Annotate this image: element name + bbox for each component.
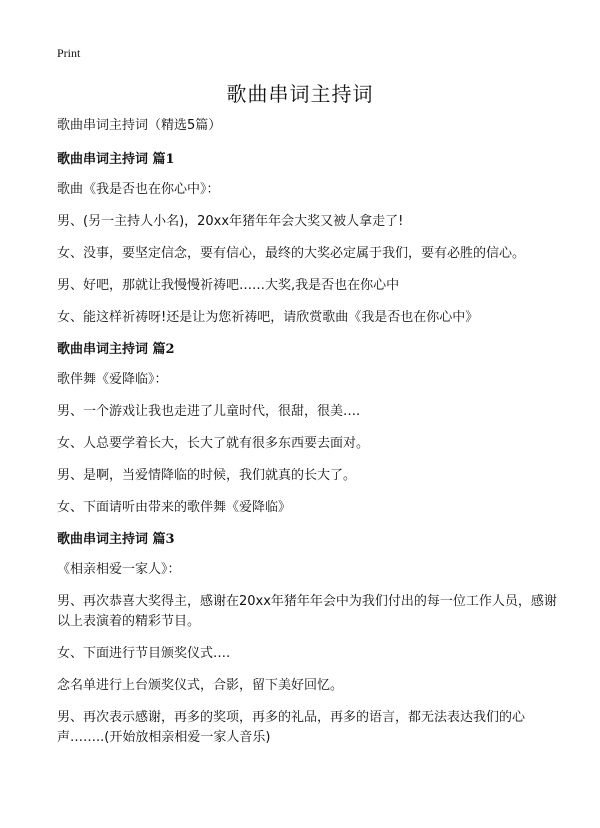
paragraph: 女、人总要学着长大，长大了就有很多东西要去面对。 <box>57 436 370 451</box>
section-2 <box>57 340 557 518</box>
paragraph: 女、下面请听由带来的歌伴舞《爱降临》 <box>57 500 292 515</box>
paragraph: 女、能这样祈祷呀!还是让为您祈祷吧，请欣赏歌曲《我是否也在你心中》 <box>57 310 479 325</box>
section-heading: 歌曲串词主持词 篇2 <box>57 342 175 357</box>
paragraph: 男、是啊，当爱情降临的时候，我们就真的长大了。 <box>57 468 357 483</box>
paragraph: 歌曲《我是否也在你心中》： <box>57 182 220 197</box>
paragraph: 男、好吧，那就让我慢慢祈祷吧……大奖,我是否也在你心中 <box>57 278 400 293</box>
paragraph: 男、再次表示感谢，再多的奖项，再多的礼品，再多的语言，都无法表达我们的心声……..(开始放相亲相爱一家人音乐) <box>57 710 526 745</box>
paragraph: 念名单进行上台颁奖仪式，合影，留下美好回忆。 <box>57 678 344 693</box>
print-link[interactable]: Print <box>57 46 81 60</box>
document-subtitle: 歌曲串词主持词（精选5篇） <box>57 118 222 133</box>
section-heading: 歌曲串词主持词 篇3 <box>57 532 175 547</box>
paragraph: 《相亲相爱一家人》： <box>57 562 181 577</box>
paragraph: 歌伴舞《爱降临》： <box>57 372 168 387</box>
section-1 <box>57 150 557 328</box>
document-title: 歌曲串词主持词 <box>226 82 374 106</box>
paragraph: 男、一个游戏让我也走进了儿童时代，很甜，很美…. <box>57 404 361 419</box>
paragraph: 女、没事，要坚定信念，要有信心，最终的大奖必定属于我们，要有必胜的信心。 <box>57 246 526 261</box>
paragraph: 女、下面进行节目颁奖仪式…. <box>57 646 231 661</box>
document-body <box>57 116 557 760</box>
section-3 <box>57 530 557 748</box>
section-heading: 歌曲串词主持词 篇1 <box>57 152 175 167</box>
paragraph: 男、(另一主持人小名)，20xx年猪年年会大奖又被人拿走了! <box>57 214 404 229</box>
paragraph: 男、再次恭喜大奖得主，感谢在20xx年猪年年会中为我们付出的每一位工作人员，感谢以上表演着的精彩节目。 <box>57 594 557 629</box>
